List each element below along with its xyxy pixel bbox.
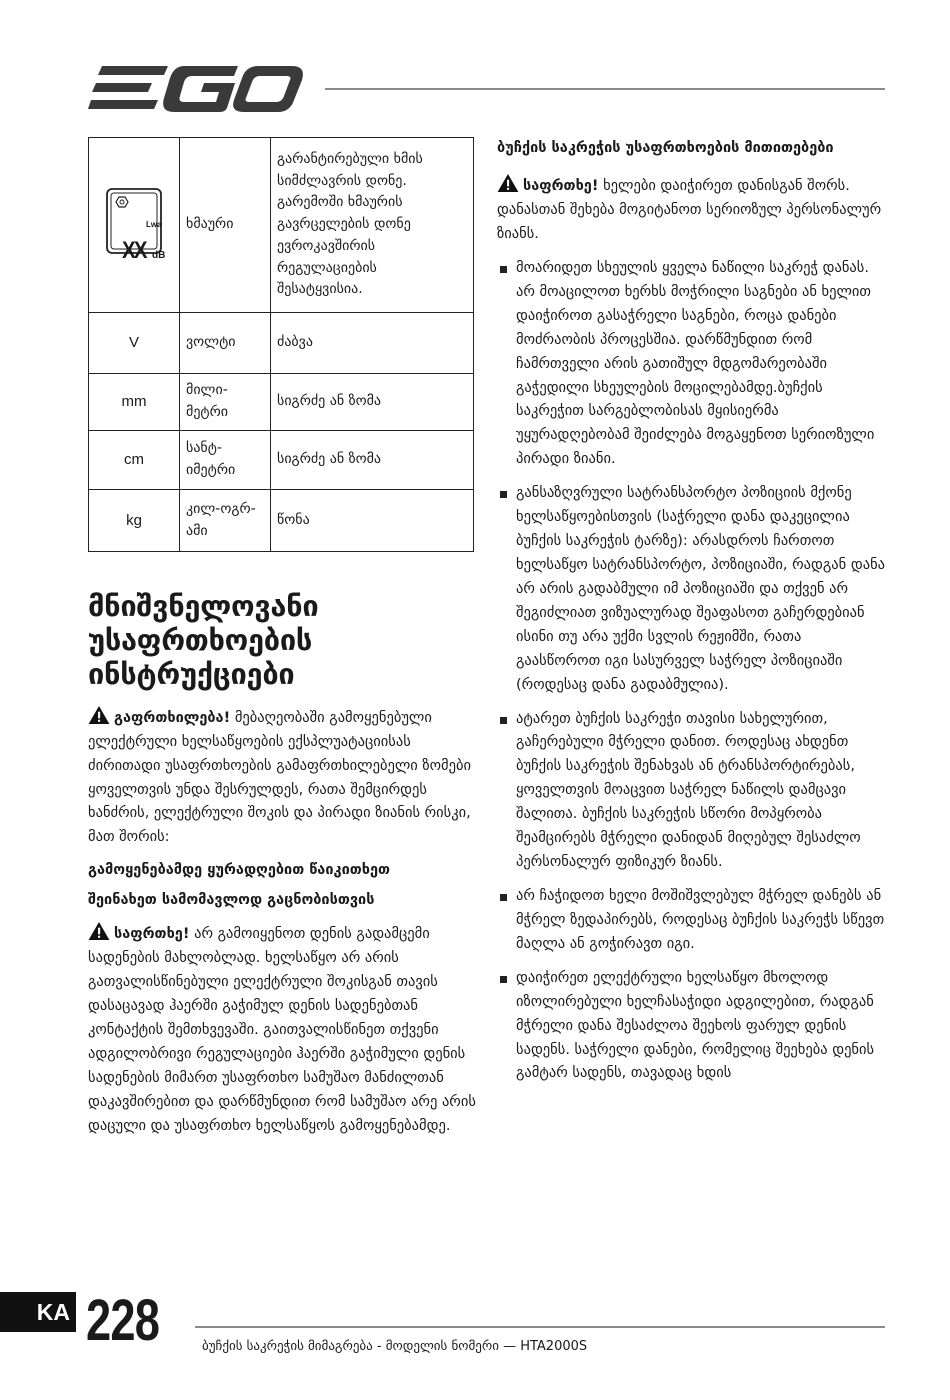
- symbols-table: [88, 137, 474, 552]
- table-cell-name: ხმაური: [180, 138, 271, 313]
- table-row: [89, 490, 474, 552]
- danger-label: საფრთხე!: [114, 926, 190, 943]
- table-cell-description: ძაბვა: [271, 313, 474, 374]
- language-tab: KA: [0, 1292, 76, 1332]
- footer-text: ბუჩქის საკრეჭის მიმაგრება - მოდელის ნომერი — HTA2000S: [202, 1339, 588, 1354]
- table-cell-description: სიგრძე ან ზომა: [271, 374, 474, 431]
- page-number: 228: [86, 1288, 160, 1353]
- noise-icon-unit-label: dB: [152, 250, 166, 261]
- danger-paragraph: [88, 922, 476, 1138]
- warning-triangle-icon: [497, 174, 519, 192]
- warning-text: მებაღეობაში გამოყენებული ელექტრული ხელსაწყოების ექსპლუატაციისას ძირითადი უსაფრთხოების გამაფრთხილებელი ზომები ყოველთვის უნდა შესრულდეს, რათა შემცირდეს ხანძრის, ელექტრული შოკის და პირადი ზიანის რისკი, მათ შორის:: [88, 709, 471, 846]
- left-column: [88, 137, 476, 1149]
- list-item: არ ჩაჭიდოთ ხელი მოშიშვლებულ მჭრელ დანებს ან მჭრელ ზედაპირებს, როდესაც ბუჩქის საკრეჭს სწევთ მაღლა ან გოჭირავთ იგი.: [497, 885, 887, 957]
- table-cell-description: სიგრძე ან ზომა: [271, 431, 474, 490]
- footer-rule: [195, 1326, 885, 1328]
- right-warning-paragraph: [497, 174, 887, 247]
- warning-label: გაფრთხილება!: [114, 709, 231, 726]
- noise-icon-top-label: Lwa: [146, 220, 162, 229]
- table-row: [89, 431, 474, 490]
- table-cell-symbol: mm: [89, 374, 180, 431]
- section-title: მნიშვნელოვანი უსაფრთხოების ინსტრუქციები: [88, 589, 319, 691]
- table-cell-name: მილი-მეტრი: [180, 374, 271, 431]
- danger-text: არ გამოიყენოთ დენის გადამცემი სადენების მახლობლად. ხელსაწყო არ არის გათვალისწინებული ელექტრული შოკისგან თავის დასაცავად ჰაერში გაჭიმულ დენის სადენებთან კონტაქტის შემთხვევაში. გაითვალისწინეთ თქვენი ადგილობრივი რეგულაციები ჰაერში გაჭიმული დენის სადენების მიმართ უსაფრთხო სამუშაო მანძილთან დაკავშირებით და დარწმუნდით რომ სამუშაო არე არის დაცული და უსაფრთხო ხელსაწყოს გამოყენებამდე.: [88, 926, 476, 1134]
- table-cell-symbol: cm: [89, 431, 180, 490]
- right-subtitle: ბუჩქის საკრეჭის უსაფრთხოების მითითებები: [497, 140, 834, 156]
- table-row: [89, 138, 474, 313]
- table-cell-description: გარანტირებული ხმის სიმძლავრის დონე. გარემოში ხმაურის გავრცელების დონე ევროკავშირის რეგულაციების შესატყვისია.: [271, 138, 474, 313]
- table-row: [89, 374, 474, 431]
- noise-icon-main-label: XX: [122, 237, 146, 264]
- table-cell-name: ვოლტი: [180, 313, 271, 374]
- header-rule: [325, 88, 885, 90]
- keep-for-reference: შეინახეთ სამომავლოდ გაცნობისთვის: [88, 892, 375, 909]
- warning-triangle-icon: [88, 922, 110, 940]
- table-cell-name: კილ-ოგრ-ამი: [180, 490, 271, 552]
- ego-logo: [88, 62, 303, 114]
- right-warning-text: ხელები დაიჭირეთ დანისგან შორს. დანასთან შეხება მოგიტანოთ სერიოზულ პერსონალურ ზიანს.: [497, 178, 882, 243]
- right-column: [497, 137, 887, 1096]
- table-cell-symbol: V: [89, 313, 180, 374]
- table-row: [89, 313, 474, 374]
- table-cell-symbol: kg: [89, 490, 180, 552]
- table-cell-description: წონა: [271, 490, 474, 552]
- read-before-use: გამოყენებამდე ყურადღებით წაიკითხეთ: [88, 862, 391, 879]
- right-warning-label: საფრთხე!: [523, 178, 599, 195]
- list-item: განსაზღვრული სატრანსპორტო პოზიციის მქონე ხელსაწყოებისთვის (საჭრელი დანა დაკეცილია ბუჩქის საკრეჭის ტარზე): არასდროს ჩართოთ ხელსაწყო სატრანსპორტო, პოზიციაში, რადგან დანა არ არის გადაბმული იმ პოზიციაში და თქვენ არ შეგიძლიათ ვიზუალურად შეაფასოთ გაჩერდებიან ისინი თუ არა უქმი სვლის რეჟიმში, რათა გაასწოროთ იგი სასურველ საჭრელ პოზიციაში (როდესაც დანა გადაბმულია).: [497, 482, 887, 697]
- noise-level-icon: [105, 187, 163, 255]
- list-item: დაიჭირეთ ელექტრული ხელსაწყო მხოლოდ იზოლირებული ხელჩასაჭიდი ადგილებით, რადგან მჭრელი დანა შესაძლოა შეეხოს ფარულ დენის სადენს. საჭრელი დანები, რომელიც შეეხება დენის გამტარ სადენს, თავადაც ხდის: [497, 967, 887, 1087]
- safety-bullet-list: [497, 257, 887, 1086]
- noise-symbol-cell: [89, 138, 180, 313]
- warning-paragraph: [88, 706, 476, 851]
- warning-triangle-icon: [88, 706, 110, 724]
- list-item: მოარიდეთ სხეულის ყველა ნაწილი საკრეჭ დანას. არ მოაცილოთ ხერხს მოჭრილი საგნები ან ხელით დაიჭიროთ გასაჭრელი საგნები, როცა დანები მოძრაობის პროცესშია. დარწმუნდით რომ ჩამრთველი არის გათიშულ მდგომარეობაში გაჭედილი სხეულების მოცილებამდე.ბუჩქის საკრეჭით სარგებლობისას მყისიერმა უყურადღებობამ შეიძლება მოგაყენოთ სერიოზული პირადი ზიანი.: [497, 257, 887, 472]
- list-item: ატარეთ ბუჩქის საკრეჭი თავისი სახელურით, გაჩერებული მჭრელი დანით. როდესაც ახდენთ ბუჩქის საკრეჭის შენახვას ან ტრანსპორტირებას, ყოველთვის მოაცვით საჭრელ ნაწილს დამცავი შალითა. ბუჩქის საკრეჭის სწორი მოპყრობა შეამცირებს მჭრელი დანიდან მიღებულ შესაძლო პერსონალურ ფიზიკურ ზიანს.: [497, 708, 887, 875]
- table-cell-name: სანტ-იმეტრი: [180, 431, 271, 490]
